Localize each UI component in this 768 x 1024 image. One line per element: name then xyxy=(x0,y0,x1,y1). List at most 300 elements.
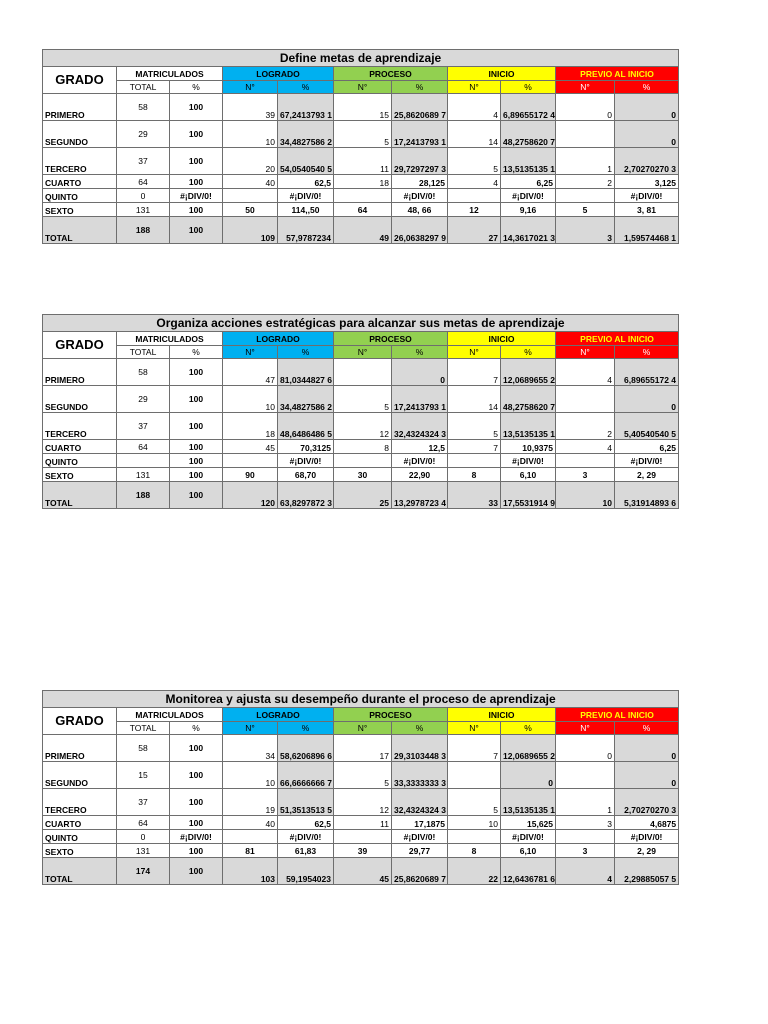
logrado-pct-cell: 59,1954023 xyxy=(278,858,334,885)
inicio-n-subheader: N° xyxy=(448,722,501,735)
logrado-header: LOGRADO xyxy=(223,332,334,346)
inicio-pct-cell: 13,5135135 1 xyxy=(501,789,556,816)
row-label: TOTAL xyxy=(43,858,117,885)
table-row xyxy=(43,735,679,762)
table-row xyxy=(43,454,679,468)
proceso-n-cell: 45 xyxy=(334,858,392,885)
pct-cell: 100 xyxy=(170,762,223,789)
previo-n-cell: 4 xyxy=(556,858,615,885)
proceso-n-cell: 5 xyxy=(334,762,392,789)
logrado-pct-cell: 57,9787234 xyxy=(278,217,334,244)
previo-pct-cell: 0 xyxy=(615,762,679,789)
total-cell: 188 xyxy=(117,217,170,244)
inicio-pct-cell: 6,89655172 4 xyxy=(501,94,556,121)
total-cell: 174 xyxy=(117,858,170,885)
logrado-n-cell: 120 xyxy=(223,482,278,509)
inicio-pct-cell: #¡DIV/0! xyxy=(501,454,556,468)
total-cell: 188 xyxy=(117,482,170,509)
pct-cell: 100 xyxy=(170,468,223,482)
previo-header: PREVIO AL INICIO xyxy=(556,708,679,722)
logrado-pct-cell: #¡DIV/0! xyxy=(278,830,334,844)
proceso-pct-cell: 32,4324324 3 xyxy=(392,789,448,816)
total-subheader: TOTAL xyxy=(117,81,170,94)
previo-pct-subheader: % xyxy=(615,346,679,359)
pct-cell: 100 xyxy=(170,482,223,509)
row-label: SEXTO xyxy=(43,844,117,858)
inicio-n-cell: 7 xyxy=(448,440,501,454)
table-row xyxy=(43,189,679,203)
proceso-pct-cell: 17,2413793 1 xyxy=(392,121,448,148)
pct-cell: #¡DIV/0! xyxy=(170,830,223,844)
previo-n-cell xyxy=(556,454,615,468)
inicio-header: INICIO xyxy=(448,332,556,346)
proceso-pct-cell: 25,8620689 7 xyxy=(392,858,448,885)
inicio-pct-cell: 6,10 xyxy=(501,844,556,858)
logrado-n-cell: 10 xyxy=(223,762,278,789)
previo-pct-cell: 3, 81 xyxy=(615,203,679,217)
logrado-pct-cell: 61,83 xyxy=(278,844,334,858)
inicio-n-cell: 5 xyxy=(448,413,501,440)
pct-cell: 100 xyxy=(170,844,223,858)
proceso-n-cell: 5 xyxy=(334,121,392,148)
logrado-pct-cell: 81,0344827 6 xyxy=(278,359,334,386)
results-table xyxy=(42,49,679,244)
pct-subheader: % xyxy=(170,346,223,359)
table-row xyxy=(43,121,679,148)
logrado-n-cell xyxy=(223,830,278,844)
logrado-n-cell xyxy=(223,189,278,203)
total-cell: 0 xyxy=(117,189,170,203)
total-cell: 131 xyxy=(117,468,170,482)
logrado-n-cell: 90 xyxy=(223,468,278,482)
logrado-pct-cell: 58,6206896 6 xyxy=(278,735,334,762)
logrado-n-subheader: N° xyxy=(223,346,278,359)
logrado-pct-cell: 70,3125 xyxy=(278,440,334,454)
proceso-pct-cell: 28,125 xyxy=(392,175,448,189)
previo-pct-cell: 0 xyxy=(615,94,679,121)
proceso-n-cell: 8 xyxy=(334,440,392,454)
logrado-n-cell: 10 xyxy=(223,121,278,148)
proceso-pct-cell: 29,3103448 3 xyxy=(392,735,448,762)
inicio-pct-cell: 13,5135135 1 xyxy=(501,413,556,440)
table-row xyxy=(43,482,679,509)
proceso-pct-cell: 29,77 xyxy=(392,844,448,858)
table-row xyxy=(43,468,679,482)
inicio-n-cell: 27 xyxy=(448,217,501,244)
pct-cell: 100 xyxy=(170,203,223,217)
total-cell: 37 xyxy=(117,148,170,175)
logrado-n-cell: 19 xyxy=(223,789,278,816)
previo-pct-cell: 2,70270270 3 xyxy=(615,789,679,816)
total-cell: 58 xyxy=(117,735,170,762)
proceso-pct-cell: 13,2978723 4 xyxy=(392,482,448,509)
inicio-pct-cell: 10,9375 xyxy=(501,440,556,454)
logrado-n-cell: 47 xyxy=(223,359,278,386)
inicio-n-cell: 12 xyxy=(448,203,501,217)
proceso-pct-cell: 29,7297297 3 xyxy=(392,148,448,175)
previo-n-cell: 10 xyxy=(556,482,615,509)
logrado-n-subheader: N° xyxy=(223,722,278,735)
total-cell: 0 xyxy=(117,830,170,844)
logrado-pct-subheader: % xyxy=(278,346,334,359)
logrado-pct-cell: 48,6486486 5 xyxy=(278,413,334,440)
previo-pct-cell: 5,31914893 6 xyxy=(615,482,679,509)
row-label: QUINTO xyxy=(43,189,117,203)
table-row xyxy=(43,203,679,217)
previo-header: PREVIO AL INICIO xyxy=(556,332,679,346)
total-cell xyxy=(117,454,170,468)
inicio-n-cell: 10 xyxy=(448,816,501,830)
grado-header: GRADO xyxy=(43,708,117,735)
row-label: QUINTO xyxy=(43,454,117,468)
row-label: PRIMERO xyxy=(43,94,117,121)
previo-n-cell xyxy=(556,121,615,148)
previo-n-cell: 0 xyxy=(556,735,615,762)
pct-cell: 100 xyxy=(170,359,223,386)
previo-n-cell: 2 xyxy=(556,413,615,440)
previo-pct-cell: 2, 29 xyxy=(615,844,679,858)
pct-cell: 100 xyxy=(170,454,223,468)
table-row xyxy=(43,844,679,858)
previo-n-cell: 4 xyxy=(556,440,615,454)
logrado-pct-cell: 67,2413793 1 xyxy=(278,94,334,121)
logrado-pct-cell: 51,3513513 5 xyxy=(278,789,334,816)
inicio-pct-cell: #¡DIV/0! xyxy=(501,830,556,844)
proceso-pct-cell: #¡DIV/0! xyxy=(392,189,448,203)
inicio-n-cell: 7 xyxy=(448,359,501,386)
total-cell: 131 xyxy=(117,844,170,858)
proceso-n-cell xyxy=(334,359,392,386)
logrado-n-cell: 20 xyxy=(223,148,278,175)
inicio-n-cell: 22 xyxy=(448,858,501,885)
total-cell: 58 xyxy=(117,359,170,386)
total-cell: 64 xyxy=(117,440,170,454)
proceso-pct-cell: 48, 66 xyxy=(392,203,448,217)
pct-cell: 100 xyxy=(170,789,223,816)
previo-n-subheader: N° xyxy=(556,81,615,94)
previo-header: PREVIO AL INICIO xyxy=(556,67,679,81)
inicio-n-cell xyxy=(448,762,501,789)
proceso-n-cell: 15 xyxy=(334,94,392,121)
results-table xyxy=(42,690,679,885)
total-cell: 29 xyxy=(117,121,170,148)
inicio-pct-cell: 15,625 xyxy=(501,816,556,830)
proceso-pct-cell: #¡DIV/0! xyxy=(392,830,448,844)
previo-pct-cell: #¡DIV/0! xyxy=(615,830,679,844)
previo-pct-cell: #¡DIV/0! xyxy=(615,189,679,203)
pct-cell: 100 xyxy=(170,858,223,885)
proceso-pct-cell: 33,3333333 3 xyxy=(392,762,448,789)
row-label: CUARTO xyxy=(43,816,117,830)
row-label: SEXTO xyxy=(43,468,117,482)
previo-n-cell: 3 xyxy=(556,844,615,858)
pct-cell: 100 xyxy=(170,148,223,175)
total-cell: 131 xyxy=(117,203,170,217)
inicio-n-cell: 4 xyxy=(448,175,501,189)
table-row xyxy=(43,762,679,789)
row-label: CUARTO xyxy=(43,440,117,454)
total-cell: 37 xyxy=(117,413,170,440)
inicio-n-cell xyxy=(448,454,501,468)
pct-cell: 100 xyxy=(170,735,223,762)
logrado-n-cell: 109 xyxy=(223,217,278,244)
previo-pct-cell: 0 xyxy=(615,121,679,148)
matriculados-header: MATRICULADOS xyxy=(117,708,223,722)
inicio-pct-cell: 9,16 xyxy=(501,203,556,217)
table-row xyxy=(43,94,679,121)
previo-n-subheader: N° xyxy=(556,346,615,359)
previo-pct-cell: 6,25 xyxy=(615,440,679,454)
logrado-n-cell: 40 xyxy=(223,816,278,830)
inicio-n-cell: 4 xyxy=(448,94,501,121)
pct-cell: 100 xyxy=(170,217,223,244)
proceso-pct-cell: 22,90 xyxy=(392,468,448,482)
inicio-n-cell: 5 xyxy=(448,148,501,175)
results-table xyxy=(42,314,679,509)
proceso-n-cell: 18 xyxy=(334,175,392,189)
proceso-header: PROCESO xyxy=(334,332,448,346)
inicio-header: INICIO xyxy=(448,708,556,722)
proceso-pct-subheader: % xyxy=(392,346,448,359)
previo-pct-cell: #¡DIV/0! xyxy=(615,454,679,468)
logrado-pct-cell: 66,6666666 7 xyxy=(278,762,334,789)
previo-n-cell: 4 xyxy=(556,359,615,386)
inicio-pct-subheader: % xyxy=(501,346,556,359)
proceso-pct-cell: 12,5 xyxy=(392,440,448,454)
proceso-n-cell xyxy=(334,830,392,844)
proceso-n-subheader: N° xyxy=(334,722,392,735)
proceso-n-subheader: N° xyxy=(334,346,392,359)
pct-cell: 100 xyxy=(170,816,223,830)
logrado-n-cell: 103 xyxy=(223,858,278,885)
row-label: QUINTO xyxy=(43,830,117,844)
previo-pct-cell: 0 xyxy=(615,735,679,762)
proceso-n-cell: 49 xyxy=(334,217,392,244)
table-row xyxy=(43,413,679,440)
previo-n-subheader: N° xyxy=(556,722,615,735)
logrado-n-cell: 45 xyxy=(223,440,278,454)
inicio-n-cell xyxy=(448,189,501,203)
proceso-pct-cell: #¡DIV/0! xyxy=(392,454,448,468)
row-label: PRIMERO xyxy=(43,359,117,386)
previo-n-cell: 2 xyxy=(556,175,615,189)
logrado-n-subheader: N° xyxy=(223,81,278,94)
pct-cell: #¡DIV/0! xyxy=(170,189,223,203)
proceso-n-cell: 12 xyxy=(334,789,392,816)
proceso-header: PROCESO xyxy=(334,67,448,81)
proceso-pct-cell: 25,8620689 7 xyxy=(392,94,448,121)
previo-pct-cell: 6,89655172 4 xyxy=(615,359,679,386)
logrado-pct-subheader: % xyxy=(278,81,334,94)
logrado-n-cell: 10 xyxy=(223,386,278,413)
previo-n-cell: 3 xyxy=(556,217,615,244)
total-cell: 64 xyxy=(117,816,170,830)
table-row xyxy=(43,217,679,244)
previo-n-cell: 5 xyxy=(556,203,615,217)
total-cell: 64 xyxy=(117,175,170,189)
inicio-n-cell xyxy=(448,830,501,844)
pct-cell: 100 xyxy=(170,121,223,148)
previo-n-cell xyxy=(556,830,615,844)
table-row xyxy=(43,789,679,816)
previo-pct-cell: 2,70270270 3 xyxy=(615,148,679,175)
inicio-n-subheader: N° xyxy=(448,346,501,359)
row-label: TERCERO xyxy=(43,789,117,816)
logrado-pct-cell: 34,4827586 2 xyxy=(278,121,334,148)
inicio-pct-cell: #¡DIV/0! xyxy=(501,189,556,203)
proceso-header: PROCESO xyxy=(334,708,448,722)
inicio-pct-subheader: % xyxy=(501,722,556,735)
row-label: SEGUNDO xyxy=(43,762,117,789)
previo-n-cell: 3 xyxy=(556,468,615,482)
total-cell: 15 xyxy=(117,762,170,789)
total-cell: 58 xyxy=(117,94,170,121)
proceso-pct-subheader: % xyxy=(392,722,448,735)
previo-n-cell: 1 xyxy=(556,148,615,175)
inicio-n-cell: 14 xyxy=(448,121,501,148)
total-cell: 37 xyxy=(117,789,170,816)
pct-cell: 100 xyxy=(170,94,223,121)
previo-n-cell xyxy=(556,762,615,789)
table-row xyxy=(43,830,679,844)
logrado-n-cell xyxy=(223,454,278,468)
table-row xyxy=(43,858,679,885)
proceso-pct-cell: 17,2413793 1 xyxy=(392,386,448,413)
inicio-n-subheader: N° xyxy=(448,81,501,94)
pct-cell: 100 xyxy=(170,175,223,189)
table-title: Organiza acciones estratégicas para alcanzar sus metas de aprendizaje xyxy=(43,315,679,332)
proceso-n-subheader: N° xyxy=(334,81,392,94)
logrado-header: LOGRADO xyxy=(223,67,334,81)
proceso-pct-subheader: % xyxy=(392,81,448,94)
row-label: PRIMERO xyxy=(43,735,117,762)
proceso-n-cell xyxy=(334,454,392,468)
logrado-n-cell: 81 xyxy=(223,844,278,858)
proceso-pct-cell: 32,4324324 3 xyxy=(392,413,448,440)
inicio-header: INICIO xyxy=(448,67,556,81)
proceso-n-cell: 25 xyxy=(334,482,392,509)
row-label: TERCERO xyxy=(43,413,117,440)
row-label: SEGUNDO xyxy=(43,121,117,148)
logrado-n-cell: 39 xyxy=(223,94,278,121)
row-label: TOTAL xyxy=(43,482,117,509)
inicio-pct-cell: 48,2758620 7 xyxy=(501,121,556,148)
pct-subheader: % xyxy=(170,722,223,735)
row-label: TOTAL xyxy=(43,217,117,244)
inicio-n-cell: 8 xyxy=(448,468,501,482)
grado-header: GRADO xyxy=(43,67,117,94)
proceso-n-cell: 30 xyxy=(334,468,392,482)
previo-n-cell: 3 xyxy=(556,816,615,830)
inicio-pct-cell: 12,0689655 2 xyxy=(501,735,556,762)
table-row xyxy=(43,359,679,386)
logrado-pct-cell: 68,70 xyxy=(278,468,334,482)
row-label: TERCERO xyxy=(43,148,117,175)
table-row xyxy=(43,148,679,175)
inicio-pct-cell: 17,5531914 9 xyxy=(501,482,556,509)
previo-pct-cell: 3,125 xyxy=(615,175,679,189)
proceso-n-cell: 64 xyxy=(334,203,392,217)
proceso-n-cell: 39 xyxy=(334,844,392,858)
logrado-n-cell: 50 xyxy=(223,203,278,217)
logrado-pct-cell: #¡DIV/0! xyxy=(278,189,334,203)
previo-n-cell: 0 xyxy=(556,94,615,121)
proceso-n-cell xyxy=(334,189,392,203)
row-label: SEXTO xyxy=(43,203,117,217)
total-cell: 29 xyxy=(117,386,170,413)
previo-pct-subheader: % xyxy=(615,722,679,735)
inicio-n-cell: 5 xyxy=(448,789,501,816)
previo-pct-subheader: % xyxy=(615,81,679,94)
row-label: CUARTO xyxy=(43,175,117,189)
pct-subheader: % xyxy=(170,81,223,94)
logrado-pct-subheader: % xyxy=(278,722,334,735)
total-subheader: TOTAL xyxy=(117,722,170,735)
inicio-n-cell: 14 xyxy=(448,386,501,413)
previo-pct-cell: 2, 29 xyxy=(615,468,679,482)
inicio-pct-subheader: % xyxy=(501,81,556,94)
total-subheader: TOTAL xyxy=(117,346,170,359)
table-row xyxy=(43,440,679,454)
previo-pct-cell: 1,59574468 1 xyxy=(615,217,679,244)
table-row xyxy=(43,175,679,189)
previo-n-cell: 1 xyxy=(556,789,615,816)
previo-n-cell xyxy=(556,189,615,203)
inicio-pct-cell: 14,3617021 3 xyxy=(501,217,556,244)
previo-n-cell xyxy=(556,386,615,413)
pct-cell: 100 xyxy=(170,440,223,454)
inicio-n-cell: 33 xyxy=(448,482,501,509)
proceso-pct-cell: 0 xyxy=(392,359,448,386)
logrado-n-cell: 34 xyxy=(223,735,278,762)
logrado-pct-cell: 34,4827586 2 xyxy=(278,386,334,413)
matriculados-header: MATRICULADOS xyxy=(117,332,223,346)
inicio-pct-cell: 6,10 xyxy=(501,468,556,482)
grado-header: GRADO xyxy=(43,332,117,359)
inicio-pct-cell: 0 xyxy=(501,762,556,789)
table-row xyxy=(43,816,679,830)
pct-cell: 100 xyxy=(170,386,223,413)
logrado-pct-cell: 54,0540540 5 xyxy=(278,148,334,175)
inicio-n-cell: 7 xyxy=(448,735,501,762)
proceso-n-cell: 11 xyxy=(334,148,392,175)
proceso-pct-cell: 26,0638297 9 xyxy=(392,217,448,244)
logrado-pct-cell: 114,,50 xyxy=(278,203,334,217)
proceso-n-cell: 5 xyxy=(334,386,392,413)
logrado-header: LOGRADO xyxy=(223,708,334,722)
proceso-n-cell: 17 xyxy=(334,735,392,762)
table-title: Define metas de aprendizaje xyxy=(43,50,679,67)
inicio-pct-cell: 12,6436781 6 xyxy=(501,858,556,885)
previo-pct-cell: 5,40540540 5 xyxy=(615,413,679,440)
previo-pct-cell: 4,6875 xyxy=(615,816,679,830)
logrado-n-cell: 40 xyxy=(223,175,278,189)
table-title: Monitorea y ajusta su desempeño durante el proceso de aprendizaje xyxy=(43,691,679,708)
matriculados-header: MATRICULADOS xyxy=(117,67,223,81)
logrado-n-cell: 18 xyxy=(223,413,278,440)
previo-pct-cell: 0 xyxy=(615,386,679,413)
logrado-pct-cell: 62,5 xyxy=(278,816,334,830)
proceso-n-cell: 12 xyxy=(334,413,392,440)
logrado-pct-cell: #¡DIV/0! xyxy=(278,454,334,468)
row-label: SEGUNDO xyxy=(43,386,117,413)
inicio-n-cell: 8 xyxy=(448,844,501,858)
inicio-pct-cell: 48,2758620 7 xyxy=(501,386,556,413)
inicio-pct-cell: 13,5135135 1 xyxy=(501,148,556,175)
proceso-pct-cell: 17,1875 xyxy=(392,816,448,830)
proceso-n-cell: 11 xyxy=(334,816,392,830)
previo-pct-cell: 2,29885057 5 xyxy=(615,858,679,885)
